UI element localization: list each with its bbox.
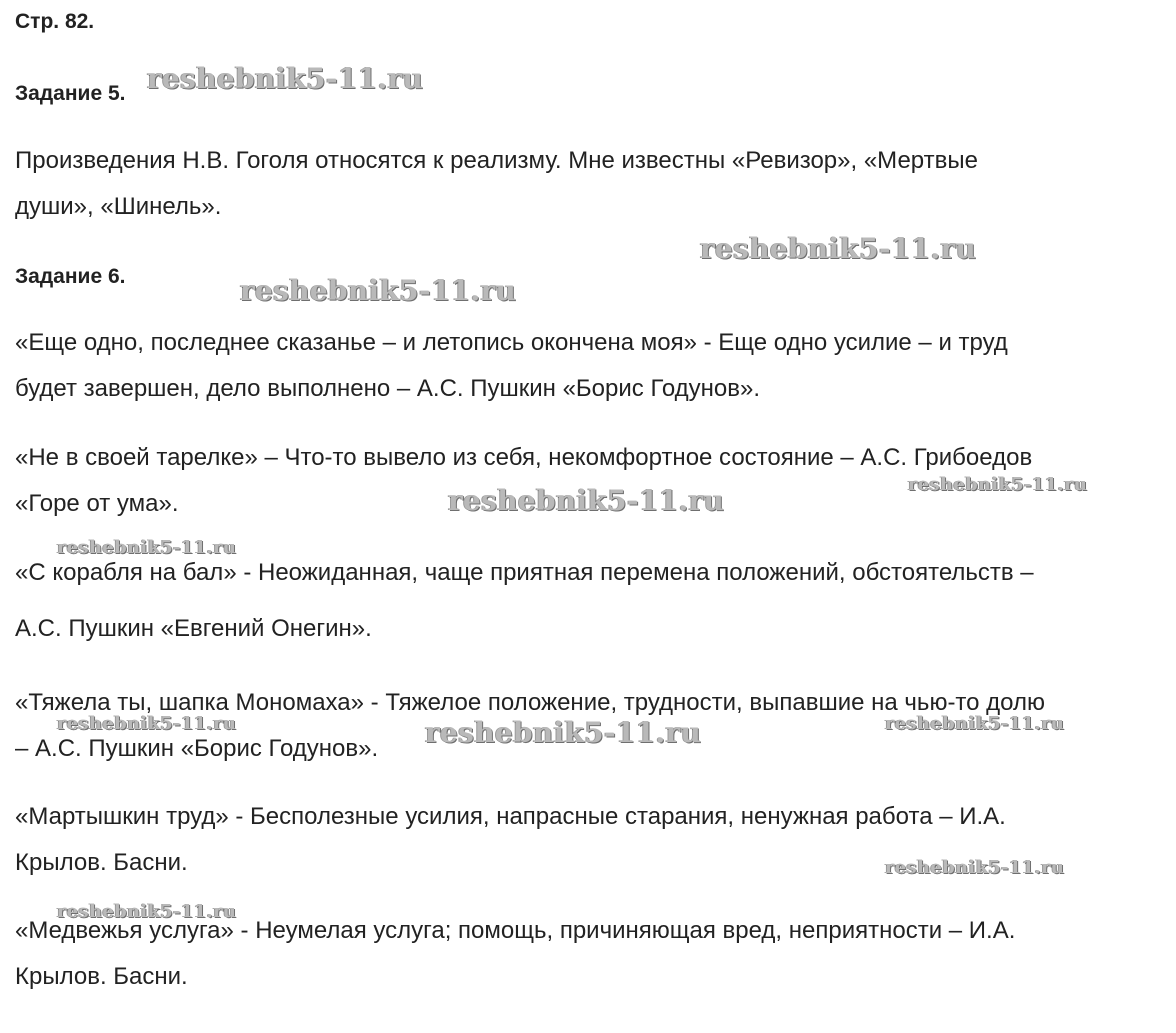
watermark: reshebnik5-11.ru: [448, 484, 725, 517]
task6-entry-1: [15, 320, 1165, 412]
task5-line-2: души», «Шинель».: [15, 193, 222, 220]
task6-entry-3: [15, 550, 1165, 652]
watermark: reshebnik5-11.ru: [885, 713, 1065, 734]
watermark: reshebnik5-11.ru: [147, 62, 424, 95]
watermark: reshebnik5-11.ru: [425, 716, 702, 749]
task6-entry-5: [15, 794, 1165, 886]
entry-line: «Мартышкин труд» - Бесполезные усилия, напрасные старания, ненужная работа – И.А.: [15, 803, 1006, 830]
entry-line: «Горе от ума».: [15, 490, 179, 517]
entry-line: – А.С. Пушкин «Борис Годунов».: [15, 735, 379, 762]
entry-line: А.С. Пушкин «Евгений Онегин».: [15, 615, 372, 642]
task6-entry-6: [15, 908, 1165, 1000]
entry-line: «Тяжела ты, шапка Мономаха» - Тяжелое положение, трудности, выпавшие на чью-то долю: [15, 689, 1045, 716]
watermark: reshebnik5-11.ru: [908, 474, 1088, 495]
entry-line: «Медвежья услуга» - Неумелая услуга; помощь, причиняющая вред, неприятности – И.А.: [15, 917, 1016, 944]
entry-line: Крылов. Басни.: [15, 849, 188, 876]
task5-title: Задание 5.: [15, 82, 126, 105]
task5-paragraph: [15, 138, 1165, 230]
watermark: reshebnik5-11.ru: [240, 274, 517, 307]
entry-line: «Не в своей тарелке» – Что-то вывело из себя, некомфортное состояние – А.С. Грибоедов: [15, 444, 1033, 471]
watermark: reshebnik5-11.ru: [57, 901, 237, 922]
entry-line: Крылов. Басни.: [15, 963, 188, 990]
watermark: reshebnik5-11.ru: [700, 232, 977, 265]
entry-line: «Еще одно, последнее сказанье – и летопись окончена моя» - Еще одно усилие – и труд: [15, 329, 1008, 356]
entry-line: «С корабля на бал» - Неожиданная, чаще приятная перемена положений, обстоятельств –: [15, 559, 1034, 586]
task6-title: Задание 6.: [15, 265, 126, 288]
watermark: reshebnik5-11.ru: [885, 857, 1065, 878]
entry-line: будет завершен, дело выполнено – А.С. Пушкин «Борис Годунов».: [15, 375, 761, 402]
page-header: Стр. 82.: [15, 10, 95, 33]
task6-entry-2: [15, 435, 1165, 527]
task6-entry-4: [15, 680, 1165, 772]
task5-line-1: Произведения Н.В. Гоголя относятся к реализму. Мне известны «Ревизор», «Мертвые: [15, 147, 978, 174]
watermark: reshebnik5-11.ru: [57, 713, 237, 734]
watermark: reshebnik5-11.ru: [57, 537, 237, 558]
